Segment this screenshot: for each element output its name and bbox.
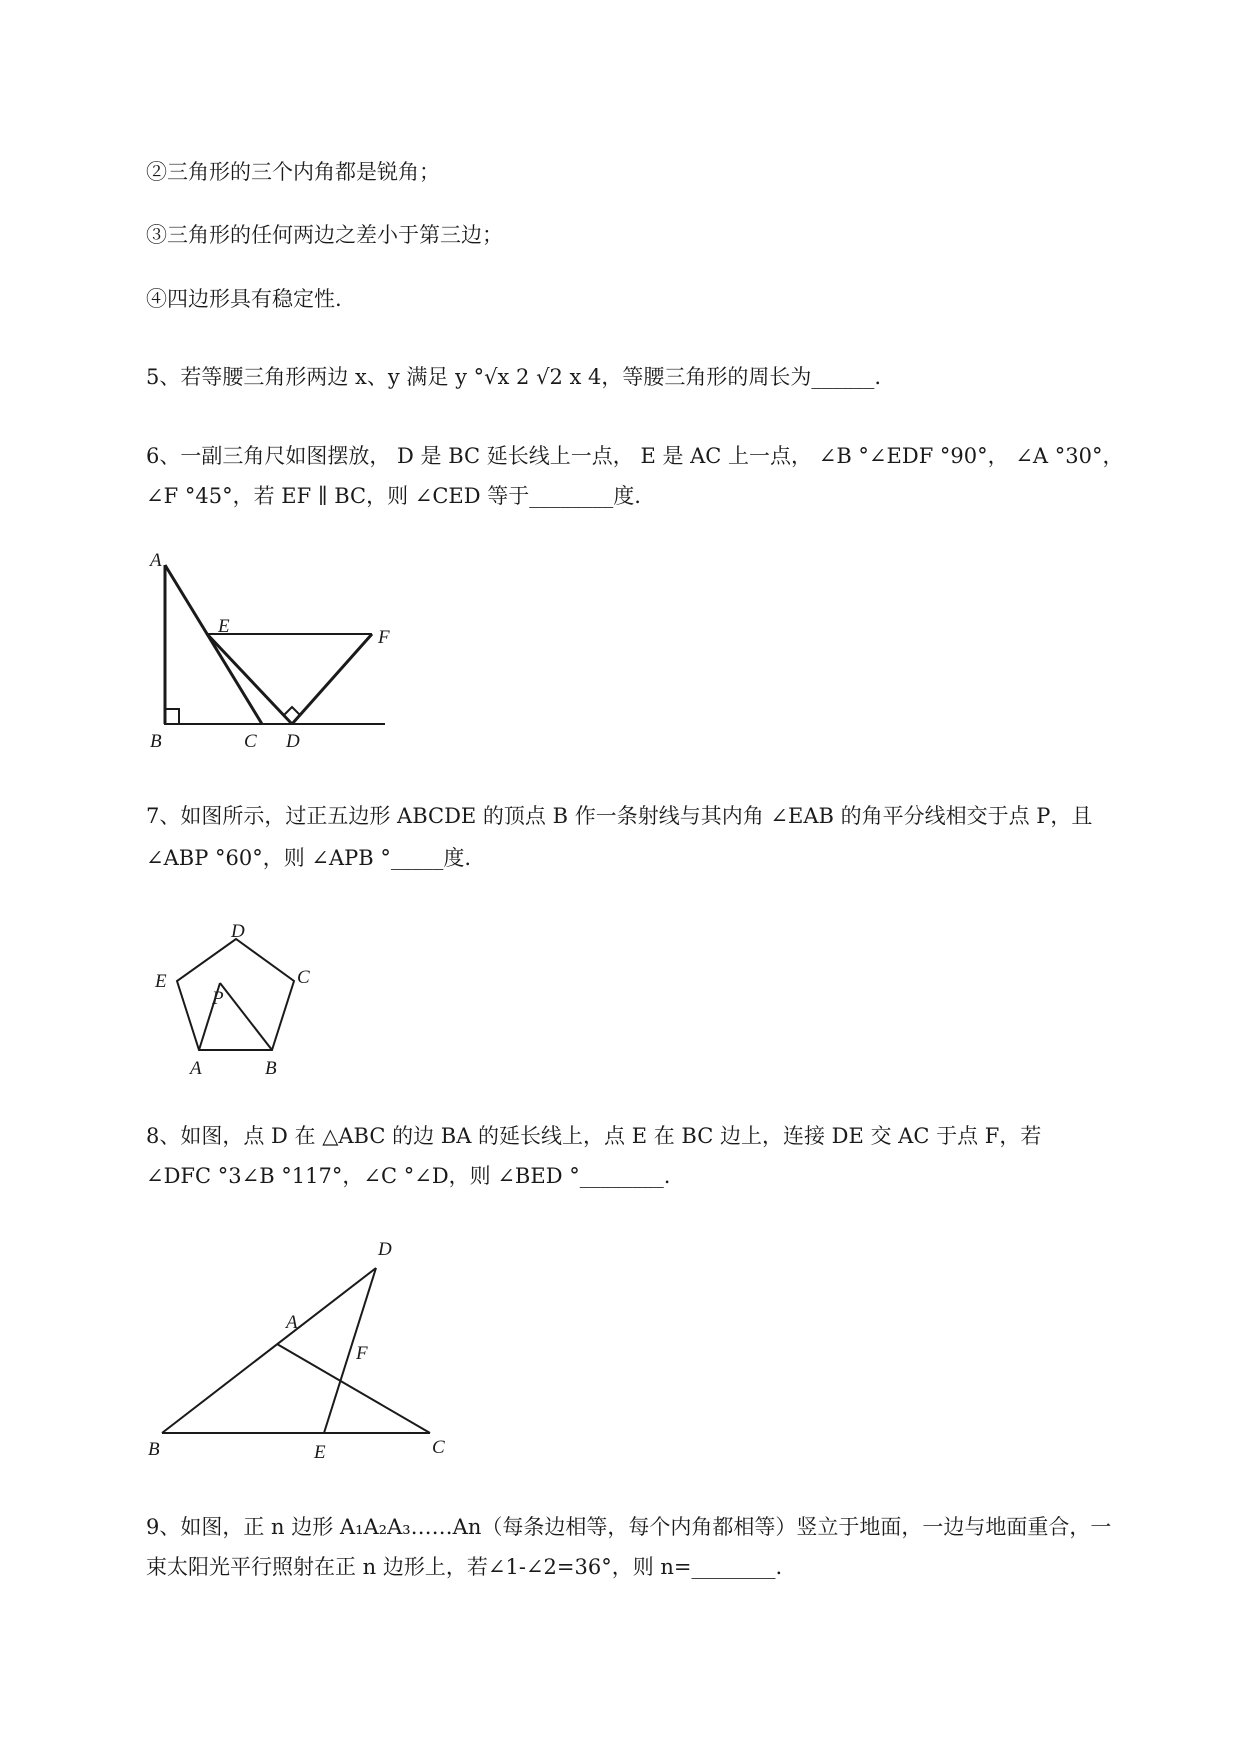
label-B: B	[150, 731, 162, 752]
label-B: B	[265, 1058, 277, 1079]
figure-q6	[140, 548, 410, 762]
figure-q8	[140, 1225, 470, 1469]
label-E: E	[218, 616, 230, 637]
question-9-line-2: 束太阳光平行照射在正 n 边形上，若∠1-∠2=36°，则 n=________.	[146, 1555, 783, 1579]
question-5: 5、若等腰三角形两边 x、y 满足 y °√x 2 √2 x 4，等腰三角形的周长为______.	[146, 365, 882, 389]
label-D: D	[231, 921, 245, 942]
label-C: C	[244, 731, 257, 752]
label-D: D	[286, 731, 300, 752]
label-A: A	[190, 1058, 202, 1079]
statement-2: ②三角形的三个内角都是锐角；	[146, 160, 440, 184]
figure-q7	[140, 903, 320, 1087]
label-C: C	[297, 967, 310, 988]
question-6-line-1: 6、一副三角尺如图摆放， D 是 BC 延长线上一点， E 是 AC 上一点， ∠B °∠EDF °90°， ∠A °30°，	[146, 444, 1124, 468]
statement-4: ④四边形具有稳定性.	[146, 287, 342, 311]
label-A: A	[286, 1312, 298, 1333]
label-C: C	[432, 1437, 445, 1458]
label-E: E	[155, 971, 167, 992]
label-F: F	[356, 1343, 368, 1364]
label-E: E	[314, 1442, 326, 1463]
question-7-line-2: ∠ABP °60°，则 ∠APB °_____度.	[146, 846, 472, 870]
label-P: P	[212, 988, 224, 1009]
statement-3: ③三角形的任何两边之差小于第三边；	[146, 223, 503, 247]
question-7-line-1: 7、如图所示，过正五边形 ABCDE 的顶点 B 作一条射线与其内角 ∠EAB 的角平分线相交于点 P，且	[146, 804, 1093, 828]
question-8-line-2: ∠DFC °3∠B °117°，∠C °∠D，则 ∠BED °________.	[146, 1164, 671, 1188]
label-F: F	[378, 627, 390, 648]
question-6-line-2: ∠F °45°，若 EF ∥ BC，则 ∠CED 等于________度.	[146, 484, 641, 508]
label-D: D	[378, 1239, 392, 1260]
question-9-line-1: 9、如图，正 n 边形 A₁A₂A₃……An（每条边相等，每个内角都相等）竖立于地面，一边与地面重合，一	[146, 1515, 1112, 1539]
question-8-line-1: 8、如图，点 D 在 △ABC 的边 BA 的延长线上，点 E 在 BC 边上，连接 DE 交 AC 于点 F，若	[146, 1124, 1042, 1148]
label-B: B	[148, 1439, 160, 1460]
label-A: A	[150, 550, 162, 571]
